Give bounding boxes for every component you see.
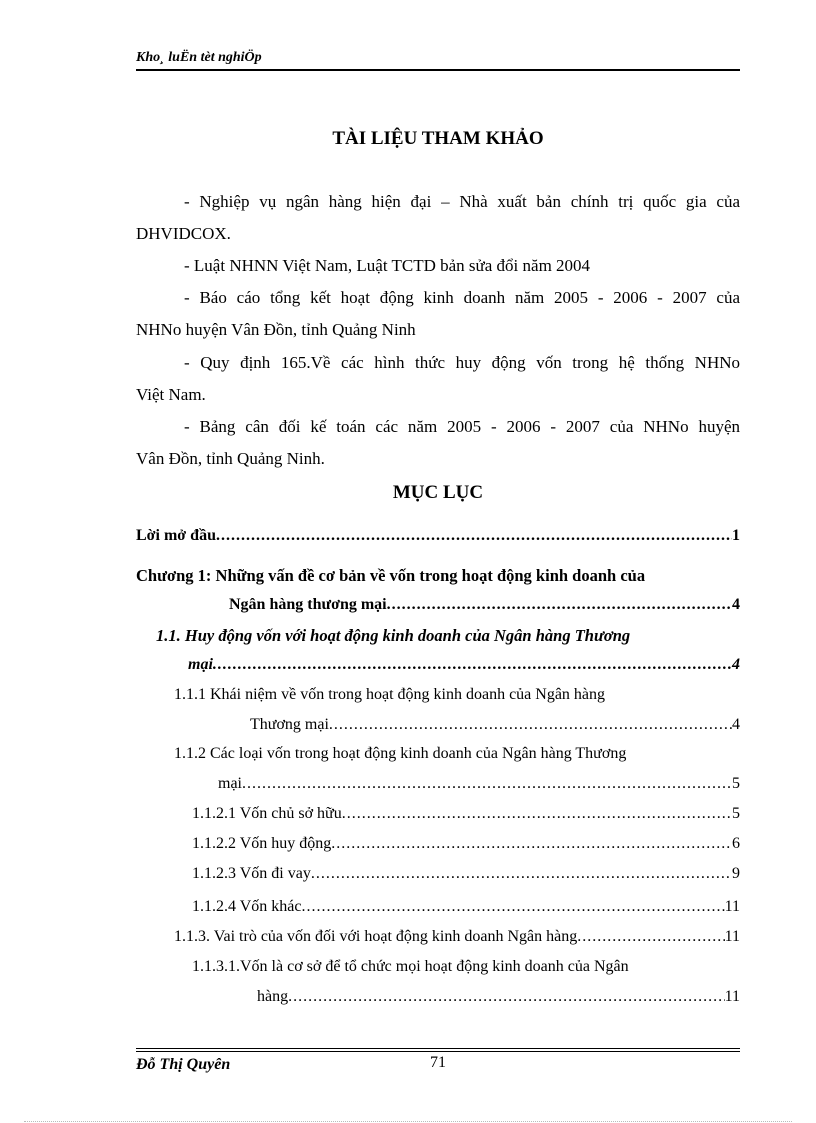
toc-leader-dots: [288, 988, 724, 1006]
toc-entry-text: hàng: [257, 988, 289, 1005]
toc-entry-1-1-2-2[interactable]: [192, 835, 740, 853]
toc-entry-1-1-1[interactable]: [250, 716, 740, 734]
page-number: 71: [430, 1054, 446, 1071]
toc-entry-text: Thương mại: [250, 716, 329, 733]
toc-entry-page: 9: [732, 865, 740, 882]
toc-entry-page: 4: [732, 596, 740, 613]
reference-item-2: - Luật NHNN Việt Nam, Luật TCTD bản sửa đổi năm 2004: [184, 256, 591, 275]
running-header: Kho¸ luËn tèt nghiÖp: [136, 50, 262, 65]
toc-entry-text: 1.1.2.1 Vốn chủ sở hữu: [192, 805, 342, 822]
toc-leader-dots: [331, 835, 732, 853]
reference-item-1-line1: - Nghiệp vụ ngân hàng hiện đại – Nhà xuất bản chính trị quốc gia của: [184, 192, 740, 211]
toc-entry-1-1-3[interactable]: [174, 928, 740, 946]
footer-author: Đỗ Thị Quyên: [136, 1056, 231, 1073]
toc-entry-1-1-1-line1: 1.1.1 Khái niệm về vốn trong hoạt động kinh doanh của Ngân hàng: [174, 686, 606, 703]
reference-item-4-line2: Việt Nam.: [136, 385, 206, 404]
page-bottom-border: [24, 1121, 792, 1122]
reference-item-5-line1: - Bảng cân đối kế toán các năm 2005 - 2006 - 2007 của NHNo huyện: [184, 417, 740, 436]
toc-leader-dots: [242, 775, 732, 793]
toc-entry-1-1-2-line1: 1.1.2 Các loại vốn trong hoạt động kinh doanh của Ngân hàng Thương: [174, 745, 627, 762]
toc-leader-dots: [342, 805, 732, 823]
toc-leader-dots: [311, 865, 732, 883]
toc-entry-page: 5: [732, 805, 740, 822]
toc-entry-chapter1[interactable]: [229, 596, 740, 614]
toc-entry-1-1-2-3[interactable]: [192, 865, 740, 883]
toc-entry-text: Lời mở đầu: [136, 527, 216, 544]
toc-entry-1-1-line1: 1.1. Huy động vốn với hoạt động kinh doanh của Ngân hàng Thương: [156, 626, 631, 645]
toc-leader-dots: [216, 527, 732, 545]
toc-entry-page: 11: [724, 898, 740, 915]
references-title: TÀI LIỆU THAM KHẢO: [332, 128, 544, 149]
toc-entry-text: mại: [218, 775, 242, 792]
footer-rule: [136, 1048, 740, 1049]
toc-entry-chapter1-line1: Chương 1: Những vấn đề cơ bản về vốn trong hoạt động kinh doanh của: [136, 566, 646, 585]
toc-entry-1-1-2-4[interactable]: [192, 898, 740, 916]
toc-entry-intro[interactable]: [136, 527, 740, 545]
toc-entry-text: Ngân hàng thương mại: [229, 596, 387, 613]
toc-entry-page: 1: [732, 527, 740, 544]
toc-title: MỤC LỤC: [392, 482, 484, 503]
toc-entry-page: 4: [732, 716, 740, 733]
reference-item-4-line1: - Quy định 165.Về các hình thức huy động vốn trong hệ thống NHNo: [184, 353, 740, 372]
reference-item-5-line2: Vân Đồn, tỉnh Quảng Ninh.: [136, 449, 325, 468]
toc-entry-1-1-3-1-line1: 1.1.3.1.Vốn là cơ sở để tổ chức mọi hoạt động kinh doanh của Ngân: [192, 958, 629, 975]
toc-entry-1-1-2-1[interactable]: [192, 805, 740, 823]
toc-entry-page: 11: [724, 928, 740, 945]
toc-entry-1-1-2[interactable]: [218, 775, 740, 793]
toc-entry-page: 11: [724, 988, 740, 1005]
toc-entry-page: 5: [732, 775, 740, 792]
toc-entry-text: 1.1.2.4 Vốn khác: [192, 898, 302, 915]
toc-entry-1-1-3-1[interactable]: [257, 988, 740, 1006]
toc-entry-page: 4: [732, 656, 740, 673]
toc-leader-dots: [213, 656, 732, 674]
toc-entry-text: 1.1.3. Vai trò của vốn đối với hoạt động kinh doanh Ngân hàng: [174, 928, 578, 945]
reference-item-3-line2: NHNo huyện Vân Đồn, tỉnh Quảng Ninh: [136, 320, 416, 339]
toc-leader-dots: [329, 716, 732, 734]
footer-rule-secondary: [136, 1051, 740, 1052]
toc-leader-dots: [577, 928, 724, 946]
toc-leader-dots: [301, 898, 724, 916]
toc-entry-text: 1.1.2.3 Vốn đi vay: [192, 865, 311, 882]
toc-entry-text: 1.1.2.2 Vốn huy động: [192, 835, 332, 852]
reference-item-1-line2: DHVIDCOX.: [136, 224, 231, 243]
reference-item-3-line1: - Báo cáo tổng kết hoạt động kinh doanh năm 2005 - 2006 - 2007 của: [184, 288, 740, 307]
toc-entry-text: mại: [188, 656, 213, 673]
toc-entry-1-1[interactable]: [188, 656, 740, 674]
header-rule: [136, 69, 740, 71]
toc-entry-page: 6: [732, 835, 740, 852]
toc-leader-dots: [387, 596, 732, 614]
